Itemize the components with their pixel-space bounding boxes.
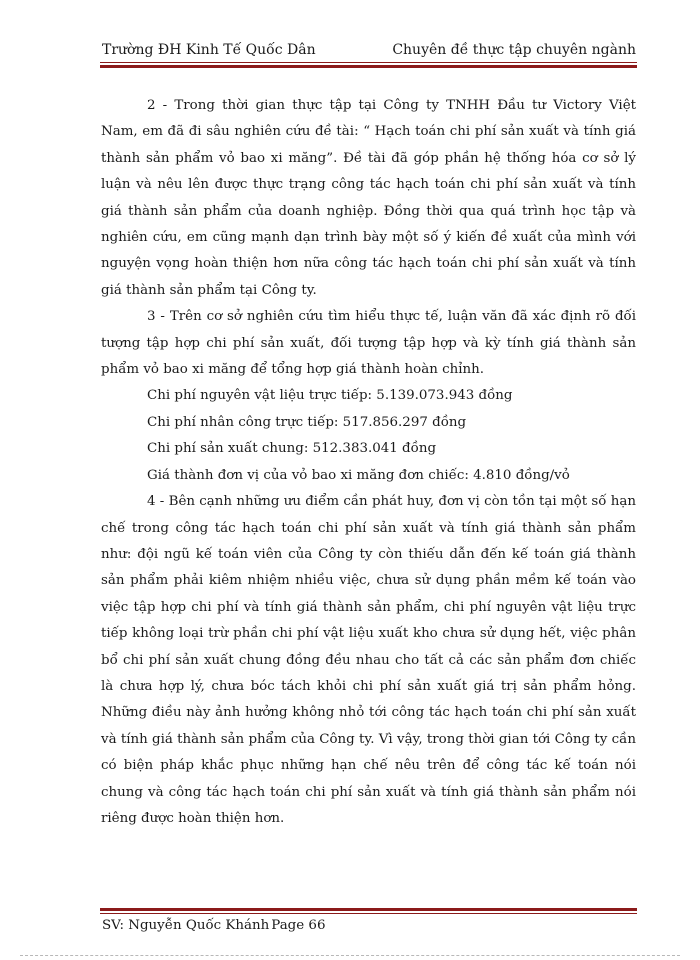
paragraph-2: 2 - Trong thời gian thực tập tại Công ty TNHH Đầu tư Victory Việt Nam, em đã đi sâu nghiên cứu đề tài: “ Hạch toán chi phí sản xuất và tính giá thành sản phẩm vỏ bao xi măng”. Đề tài đã góp phần hệ thống hóa cơ sở lý luận và nêu lên được thực trạng công tác hạch toán chi phí sản xuất và tính giá thành sản phẩm của doanh nghiệp. Đồng thời qua quá trình học tập và nghiên cứu, em cũng mạnh dạn trình bày một số ý kiến đề xuất của mình với nguyện vọng hoàn thiện hơn nữa công tác hạch toán chi phí sản xuất và tính giá thành sản phẩm tại Công ty. xyxy=(101,98,636,298)
header-rule xyxy=(100,62,637,68)
page-footer xyxy=(102,918,325,933)
cost-overhead: Chi phí sản xuất chung: 512.383.041 đồng xyxy=(147,441,437,457)
document-body xyxy=(101,93,636,832)
page-edge xyxy=(20,955,680,956)
page-number: Page 66 xyxy=(271,918,326,933)
cost-labor: Chi phí nhân công trực tiếp: 517.856.297 đồng xyxy=(147,414,467,430)
header-school: Trường ĐH Kinh Tế Quốc Dân xyxy=(102,42,316,58)
paragraph-3: 3 - Trên cơ sở nghiên cứu tìm hiểu thực tế, luận văn đã xác định rõ đối tượng tập hợp chi phí sản xuất, đối tượng tập hợp và kỳ tính giá thành sản phẩm vỏ bao xi măng để tổng hợp giá thành hoàn chỉnh. xyxy=(101,309,636,378)
paragraph-4: 4 - Bên cạnh những ưu điểm cần phát huy, đơn vị còn tồn tại một số hạn chế trong công tác hạch toán chi phí sản xuất và tính giá thành sản phẩm như: đội ngũ kế toán viên của Công ty còn thiếu dẫn đến kế toán giá thành sản phẩm phải kiêm nhiệm nhiều việc, chưa sử dụng phần mềm kế toán vào việc tập hợp chi phí và tính giá thành sản phẩm, chi phí nguyên vật liệu trực tiếp không loại trừ phần chi phí vật liệu xuất kho chưa sử dụng hết, việc phân bổ chi phí sản xuất chung đồng đều nhau cho tất cả các sản phẩm đơn chiếc là chưa hợp lý, chưa bóc tách khỏi chi phí sản xuất giá trị sản phẩm hỏng. Những điều này ảnh hưởng không nhỏ tới công tác hạch toán chi phí sản xuất và tính giá thành sản phẩm của Công ty. Vì vậy, trong thời gian tới Công ty cần có biện pháp khắc phục những hạn chế nêu trên để công tác kế toán nói chung và công tác hạch toán chi phí sản xuất và tính giá thành sản phẩm nói riêng được hoàn thiện hơn. xyxy=(101,494,636,826)
page-header xyxy=(102,42,636,58)
footer-student: SV: Nguyễn Quốc Khánh xyxy=(102,918,270,933)
header-report-type: Chuyên đề thực tập chuyên ngành xyxy=(392,42,636,58)
unit-cost: Giá thành đơn vị của vỏ bao xi măng đơn chiếc: 4.810 đồng/vỏ xyxy=(147,467,570,483)
footer-rule xyxy=(100,908,637,914)
cost-materials: Chi phí nguyên vật liệu trực tiếp: 5.139.073.943 đồng xyxy=(147,388,513,404)
